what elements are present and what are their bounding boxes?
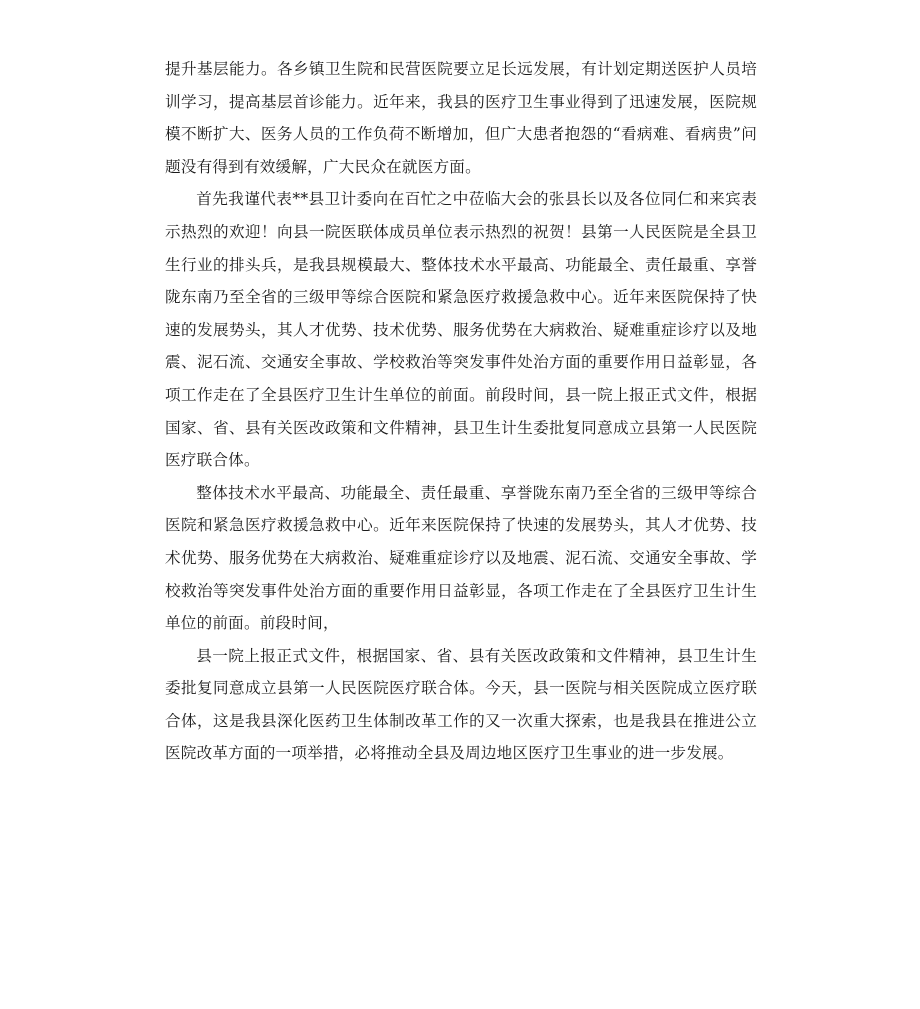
document-page bbox=[165, 53, 757, 770]
paragraph-4: 县一院上报正式文件，根据国家、省、县有关医改政策和文件精神，县卫生计生委批复同意成立县第一人民医院医疗联合体。今天，县一医院与相关医院成立医疗联合体，这是我县深化医药卫生体制改革工作的又一次重大探索，也是我县在推进公立医院改革方面的一项举措，必将推动全县及周边地区医疗卫生事业的进一步发展。 bbox=[165, 646, 757, 763]
paragraph-1: 提升基层能力。各乡镇卫生院和民营医院要立足长远发展，有计划定期送医护人员培训学习，提高基层首诊能力。近年来，我县的医疗卫生事业得到了迅速发展，医院规模不断扩大、医务人员的工作负荷不断增加，但广大患者抱怨的“看病难、看病贵”问题没有得到有效缓解，广大民众在就医方面。 bbox=[165, 60, 757, 176]
paragraph-2: 首先我谨代表**县卫计委向在百忙之中莅临大会的张县长以及各位同仁和来宾表示热烈的欢迎！向县一院医联体成员单位表示热烈的祝贺！县第一人民医院是全县卫生行业的排头兵，是我县规模最大、整体技术水平最高、功能最全、责任最重、享誉陇东南乃至全省的三级甲等综合医院和紧急医疗救援急救中心。近年来医院保持了快速的发展势头，其人才优势、技术优势、服务优势在大病救治、疑难重症诊疗以及地震、泥石流、交通安全事故、学校救治等突发事件处治方面的重要作用日益彰显，各项工作走在了全县医疗卫生计生单位的前面。前段时间，县一院上报正式文件，根据国家、省、县有关医改政策和文件精神，县卫生计生委批复同意成立县第一人民医院医疗联合体。 bbox=[165, 190, 757, 470]
paragraph-3: 整体技术水平最高、功能最全、责任最重、享誉陇东南乃至全省的三级甲等综合医院和紧急医疗救援急救中心。近年来医院保持了快速的发展势头，其人才优势、技术优势、服务优势在大病救治、疑难重症诊疗以及地震、泥石流、交通安全事故、学校救治等突发事件处治方面的重要作用日益彰显，各项工作走在了全县医疗卫生计生单位的前面。前段时间， bbox=[165, 483, 757, 633]
